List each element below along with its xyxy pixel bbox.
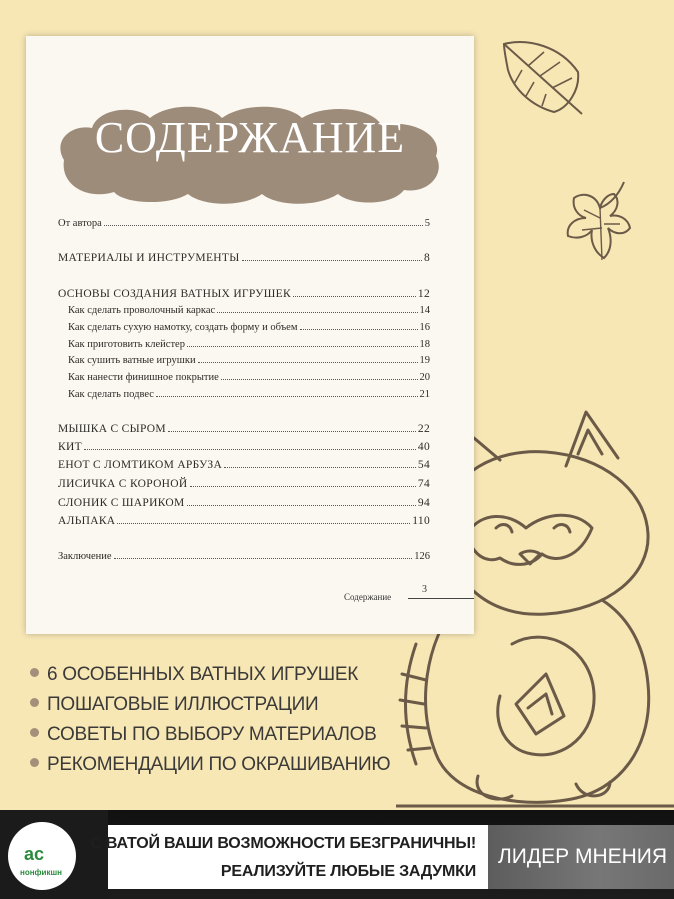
contents-page: [26, 36, 474, 634]
toc-entry: ЕНОТ С ЛОМТИКОМ АРБУЗА 54: [58, 459, 430, 471]
slogan-line-1: С ВАТОЙ ВАШИ ВОЗМОЖНОСТИ БЕЗГРАНИЧНЫ!: [90, 835, 476, 852]
toc-entry: Заключение 126: [58, 551, 430, 562]
logo-nonfiction-text: нонфикшн: [20, 868, 62, 877]
bullet-dot-icon: [30, 668, 39, 677]
toc-subentry: Как сушить ватные игрушки 19: [68, 355, 430, 366]
bullet-dot-icon: [30, 728, 39, 737]
toc-subentry: Как сделать проволочный каркас 14: [68, 305, 430, 316]
toc-subentry: Как сделать подвес 21: [68, 389, 430, 400]
page-title: СОДЕРЖАНИЕ: [94, 113, 406, 162]
opinion-leader-panel: [488, 825, 674, 889]
publisher-logo: [8, 822, 76, 890]
opinion-leader-label: ЛИДЕР МНЕНИЯ: [498, 845, 668, 868]
toc-entry: СЛОНИК С ШАРИКОМ 94: [58, 497, 430, 509]
toc-entry: От автора 5: [58, 218, 430, 229]
toc-subentry: Как сделать сухую намотку, создать форму и объем 16: [68, 322, 430, 333]
toc-entry: ЛИСИЧКА С КОРОНОЙ 74: [58, 478, 430, 490]
bullet-dot-icon: [30, 758, 39, 767]
promo-banner: [0, 810, 674, 899]
slogan-panel: [90, 825, 488, 889]
running-footer-label: Содержание: [344, 592, 392, 602]
feature-item: ПОШАГОВЫЕ ИЛЛЮСТРАЦИИ: [30, 694, 318, 716]
leaf-icon: [498, 36, 588, 116]
feature-item: СОВЕТЫ ПО ВЫБОРУ МАТЕРИАЛОВ: [30, 724, 377, 746]
toc-entry: ОСНОВЫ СОЗДАНИЯ ВАТНЫХ ИГРУШЕК 12: [58, 288, 430, 300]
feature-item: РЕКОМЕНДАЦИИ ПО ОКРАШИВАНИЮ: [30, 754, 390, 776]
toc-entry: МЫШКА С СЫРОМ 22: [58, 423, 430, 435]
toc-entry: АЛЬПАКА 110: [58, 515, 430, 527]
bullet-dot-icon: [30, 698, 39, 707]
publisher-logo-area: [0, 810, 108, 899]
slogan-line-2: РЕАЛИЗУЙТЕ ЛЮБЫЕ ЗАДУМКИ: [220, 863, 476, 880]
toc-entry: КИТ 40: [58, 441, 430, 453]
toc-subentry: Как приготовить клейстер 18: [68, 339, 430, 350]
maple-leaf-icon: [562, 178, 632, 272]
toc-entry: МАТЕРИАЛЫ И ИНСТРУМЕНТЫ 8: [58, 252, 430, 264]
feature-item: 6 ОСОБЕННЫХ ВАТНЫХ ИГРУШЕК: [30, 664, 358, 686]
footer-rule: [408, 598, 474, 599]
toc-subentry: Как нанести финишное покрытие 20: [68, 372, 430, 383]
logo-ac-text: ас: [24, 844, 45, 864]
page-number: 3: [422, 584, 427, 595]
